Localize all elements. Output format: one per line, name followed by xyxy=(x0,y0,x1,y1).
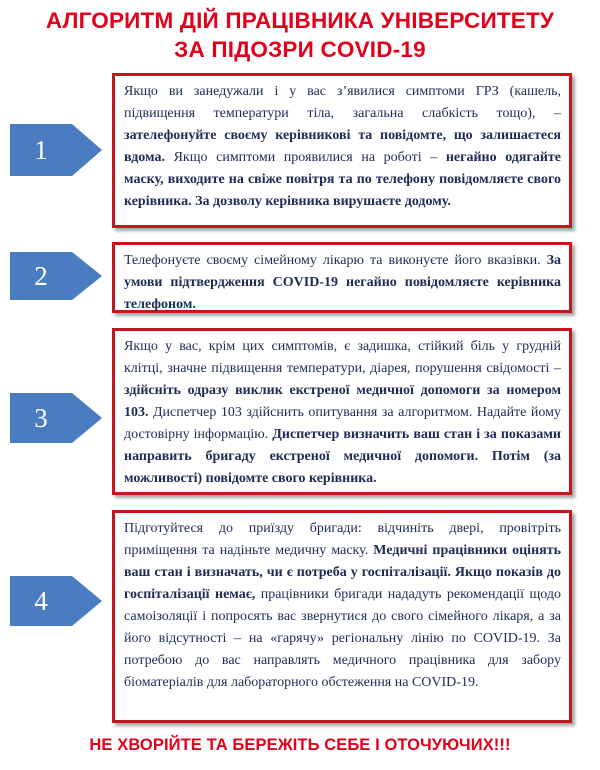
step-text: Якщо симптоми проявилися на роботі – xyxy=(164,150,446,165)
step-number: 1 xyxy=(34,134,48,165)
step-box-4 xyxy=(112,510,572,723)
step-arrow-3 xyxy=(10,393,102,443)
step-arrow-4 xyxy=(10,576,102,626)
step-text-bold: негайно одягайте маску, виходите на свіже повітря та по телефону повідомляєте свого керівника. За дозволу керівника вирушаєте додому. xyxy=(124,150,561,209)
step-text: Телефонуєте своєму сімейному лікарю та виконуєте його вказівки. xyxy=(124,253,547,268)
step-box-2 xyxy=(112,242,572,313)
step-text: працівники бригади нададуть рекомендації щодо самоізоляції і попросять вас звернутися до свого сімейного лікаря, а за його відсутності – на «гарячу» регіональну лінію по COVID-19. За потребою до вас направлять медичного працівника для забору біоматеріалів для лабораторного обстеження на COVID-19. xyxy=(124,587,561,690)
step-number: 3 xyxy=(34,402,48,433)
step-text: Якщо ви занедужали і у вас з’явилися симптоми ГРЗ (кашель, підвищення температури тіла, загальна слабкість тощо), – xyxy=(124,84,561,121)
step-text-bold: За умови підтвердження COVID-19 негайно повідомляєте керівника телефоном. xyxy=(124,253,561,312)
title-line-1: АЛГОРИТМ ДІЙ ПРАЦІВНИКА УНІВЕРСИТЕТУ xyxy=(45,8,555,33)
step-text: Якщо у вас, крім цих симптомів, є задишка, стійкий біль у грудній клітці, значне підвищення температури, діарея, порушення свідомості – xyxy=(124,339,561,376)
step-text-bold: зателефонуйте своєму керівникові та повідомте, що залишаєтеся вдома. xyxy=(124,128,561,165)
step-number: 2 xyxy=(34,260,48,291)
step-text-bold: Диспетчер визначить ваш стан і за показами направить бригаду екстреної медичної допомоги. Потім (за можливості) повідомте свого керівника. xyxy=(124,427,561,486)
title-line-2: ЗА ПІДОЗРИ COVID-19 xyxy=(174,37,426,62)
page-title xyxy=(0,6,600,64)
footer-slogan: НЕ ХВОРІЙТЕ ТА БЕРЕЖІТЬ СЕБЕ І ОТОЧУЮЧИХ!!! xyxy=(89,736,511,754)
step-box-3 xyxy=(112,328,572,495)
step-text: Диспетчер 103 здійснить опитування за алгоритмом. Надайте йому достовірну інформацію. xyxy=(124,405,561,442)
step-box-1 xyxy=(112,73,572,228)
step-text-bold: Медичні працівники оцінять ваш стан і визначать, чи є потреба у госпіталізації. Якщо показів до госпіталізації немає, xyxy=(124,543,561,602)
step-text: Підготуйтеся до приїзду бригади: відчиніть двері, провітріть приміщення та надіньте медичну маску. xyxy=(124,521,561,558)
step-number: 4 xyxy=(34,585,48,616)
step-text-bold: здійсніть одразу виклик екстреної медичної допомоги за номером 103. xyxy=(124,383,561,420)
step-arrow-2 xyxy=(10,252,102,300)
step-arrow-1 xyxy=(10,124,102,176)
